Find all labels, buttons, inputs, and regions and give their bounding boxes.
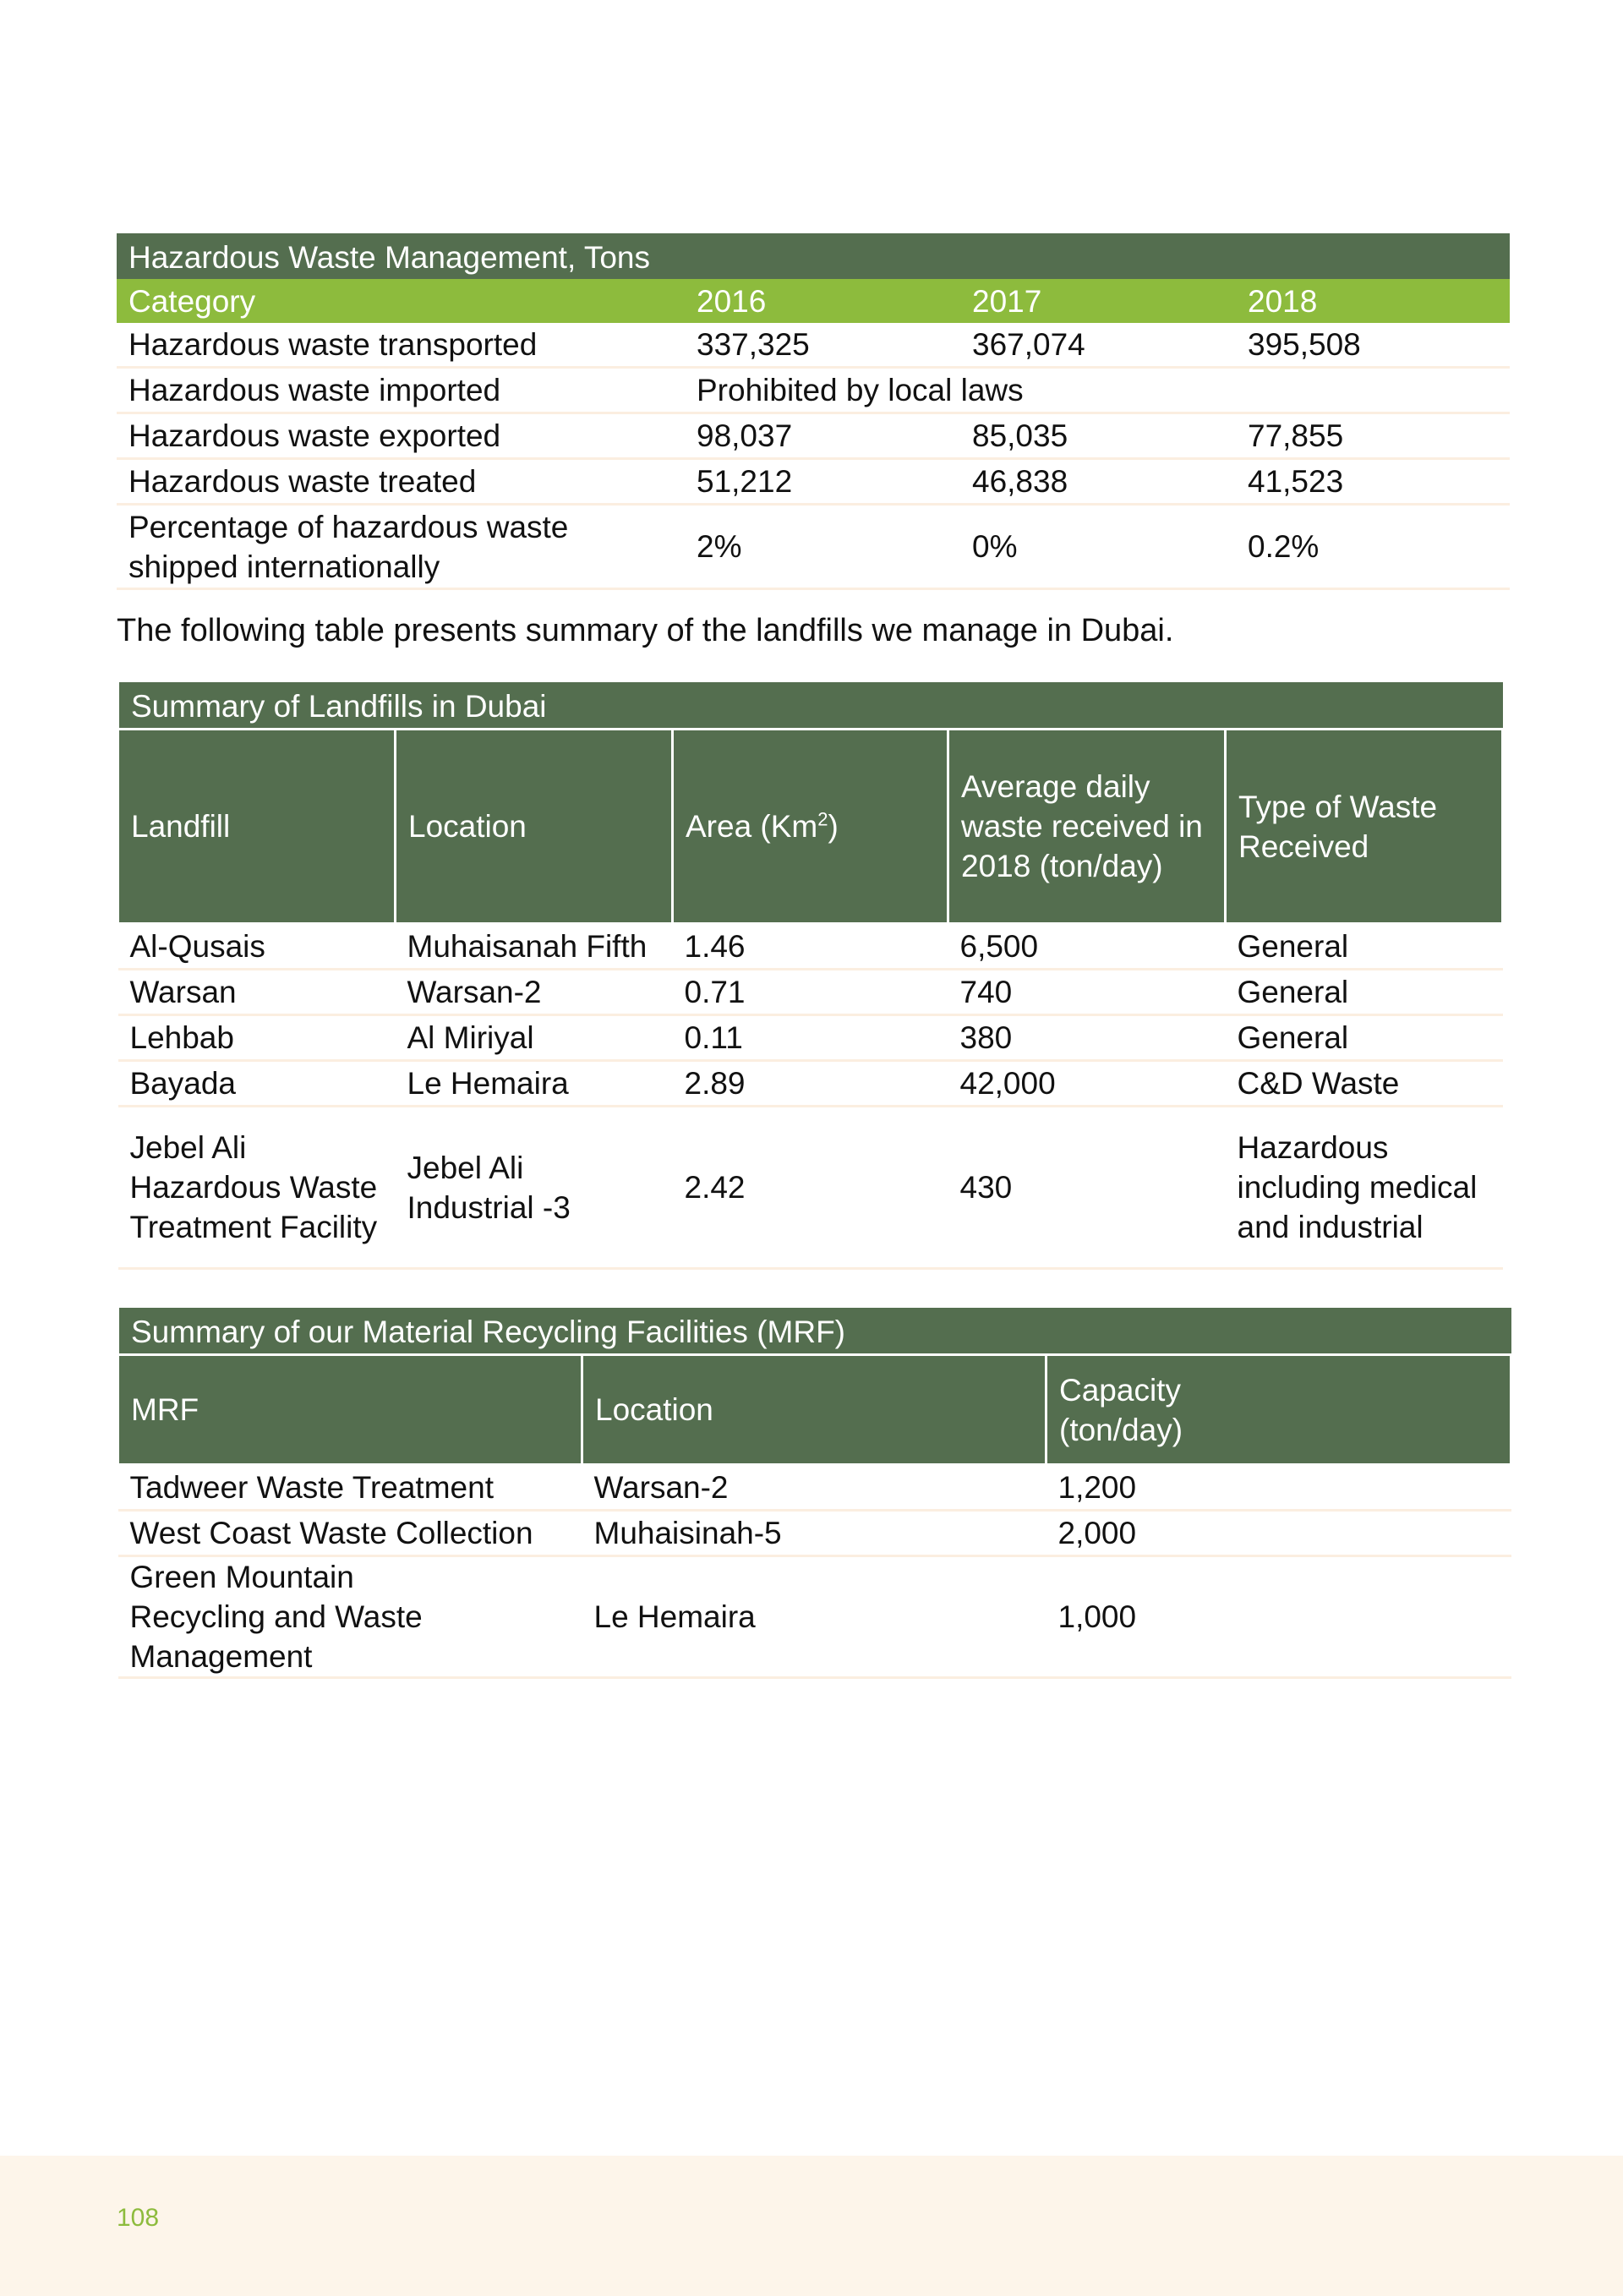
- cell-type: C&D Waste: [1226, 1061, 1503, 1107]
- row-label: Hazardous waste imported: [117, 368, 685, 413]
- cell-area: 1.46: [673, 924, 948, 970]
- table-row: [118, 1015, 1503, 1061]
- cell-location: Warsan-2: [396, 970, 673, 1015]
- cell-landfill: Al-Qusais: [118, 924, 396, 970]
- cell-capacity: 1,000: [1046, 1556, 1511, 1678]
- column-header-type: Type of Waste Received: [1226, 730, 1503, 924]
- cell-area: 0.71: [673, 970, 948, 1015]
- table-row: [117, 413, 1510, 459]
- table-row: [118, 1465, 1511, 1511]
- column-header: 2018: [1236, 279, 1510, 323]
- table-title-row: [118, 1308, 1511, 1355]
- landfills-table: [117, 682, 1504, 1270]
- table-title-row: [118, 682, 1503, 730]
- cell-mrf: Green Mountain Recycling and Waste Management: [118, 1556, 582, 1678]
- cell-location: Jebel Ali Industrial -3: [396, 1107, 673, 1269]
- page-number: 108: [117, 2204, 160, 2232]
- cell-landfill: Lehbab: [118, 1015, 396, 1061]
- cell-landfill: Warsan: [118, 970, 396, 1015]
- cell-avg: 380: [948, 1015, 1226, 1061]
- cell-value: 77,855: [1236, 413, 1510, 459]
- cell-area: 2.42: [673, 1107, 948, 1269]
- row-label: Percentage of hazardous waste shipped internationally: [117, 505, 685, 589]
- area-header-superscript: 2: [817, 808, 828, 830]
- table-title: Hazardous Waste Management, Tons: [117, 233, 1510, 279]
- page-footer: [0, 2156, 1623, 2296]
- cell-type: General: [1226, 1015, 1503, 1061]
- column-header: 2017: [960, 279, 1236, 323]
- cell-landfill: Bayada: [118, 1061, 396, 1107]
- row-label: Hazardous waste exported: [117, 413, 685, 459]
- column-header-avg-daily: Average daily waste received in 2018 (ton/day): [948, 730, 1226, 924]
- cell-location: Al Miriyal: [396, 1015, 673, 1061]
- cell-avg: 6,500: [948, 924, 1226, 970]
- cell-value: 85,035: [960, 413, 1236, 459]
- cell-value: 98,037: [685, 413, 960, 459]
- cell-location: Muhaisinah-5: [582, 1511, 1046, 1556]
- cell-value: 2%: [685, 505, 960, 589]
- cell-value: 395,508: [1236, 323, 1510, 368]
- cell-value: 337,325: [685, 323, 960, 368]
- area-header-text: Area (Km: [686, 809, 818, 844]
- table-row: [117, 505, 1510, 589]
- table-header-row: [117, 279, 1510, 323]
- cell-avg: 740: [948, 970, 1226, 1015]
- cell-type: General: [1226, 970, 1503, 1015]
- intro-paragraph: The following table presents summary of the landfills we manage in Dubai.: [117, 613, 1174, 648]
- column-header-area: [673, 730, 948, 924]
- table-row: [118, 1556, 1511, 1678]
- cell-location: Muhaisanah Fifth: [396, 924, 673, 970]
- cell-value: 46,838: [960, 459, 1236, 505]
- cell-capacity: 1,200: [1046, 1465, 1511, 1511]
- cell-area: 0.11: [673, 1015, 948, 1061]
- cell-value: 0.2%: [1236, 505, 1510, 589]
- table-header-row: [118, 1355, 1511, 1465]
- cell-type: General: [1226, 924, 1503, 970]
- table-row: [118, 1107, 1503, 1269]
- column-header-mrf: MRF: [118, 1355, 582, 1465]
- cell-avg: 42,000: [948, 1061, 1226, 1107]
- table-row: [118, 1061, 1503, 1107]
- table-header-row: [118, 730, 1503, 924]
- cell-value: 0%: [960, 505, 1236, 589]
- table-row: [118, 1511, 1511, 1556]
- column-header-capacity: Capacity (ton/day): [1046, 1355, 1511, 1465]
- cell-landfill: Jebel Ali Hazardous Waste Treatment Facility: [118, 1107, 396, 1269]
- cell-avg: 430: [948, 1107, 1226, 1269]
- row-label: Hazardous waste transported: [117, 323, 685, 368]
- cell-value: 41,523: [1236, 459, 1510, 505]
- column-header-location: Location: [582, 1355, 1046, 1465]
- cell-location: Le Hemaira: [582, 1556, 1046, 1678]
- cell-location: Warsan-2: [582, 1465, 1046, 1511]
- table-row: [117, 459, 1510, 505]
- hazardous-waste-table: [117, 233, 1510, 590]
- column-header-landfill: Landfill: [118, 730, 396, 924]
- cell-location: Le Hemaira: [396, 1061, 673, 1107]
- column-header-location: Location: [396, 730, 673, 924]
- table-row: [117, 323, 1510, 368]
- cell-note: Prohibited by local laws: [685, 368, 1510, 413]
- cell-capacity: 2,000: [1046, 1511, 1511, 1556]
- column-header: Category: [117, 279, 685, 323]
- cell-mrf: Tadweer Waste Treatment: [118, 1465, 582, 1511]
- cell-mrf: West Coast Waste Collection: [118, 1511, 582, 1556]
- area-header-close: ): [828, 809, 839, 844]
- column-header: 2016: [685, 279, 960, 323]
- mrf-table: [117, 1308, 1512, 1679]
- table-title-row: [117, 233, 1510, 279]
- row-label: Hazardous waste treated: [117, 459, 685, 505]
- table-title: Summary of Landfills in Dubai: [118, 682, 1503, 730]
- table-row: [118, 970, 1503, 1015]
- table-title: Summary of our Material Recycling Facilities (MRF): [118, 1308, 1511, 1355]
- cell-area: 2.89: [673, 1061, 948, 1107]
- cell-type: Hazardous including medical and industrial: [1226, 1107, 1503, 1269]
- table-row: [117, 368, 1510, 413]
- cell-value: 367,074: [960, 323, 1236, 368]
- cell-value: 51,212: [685, 459, 960, 505]
- table-row: [118, 924, 1503, 970]
